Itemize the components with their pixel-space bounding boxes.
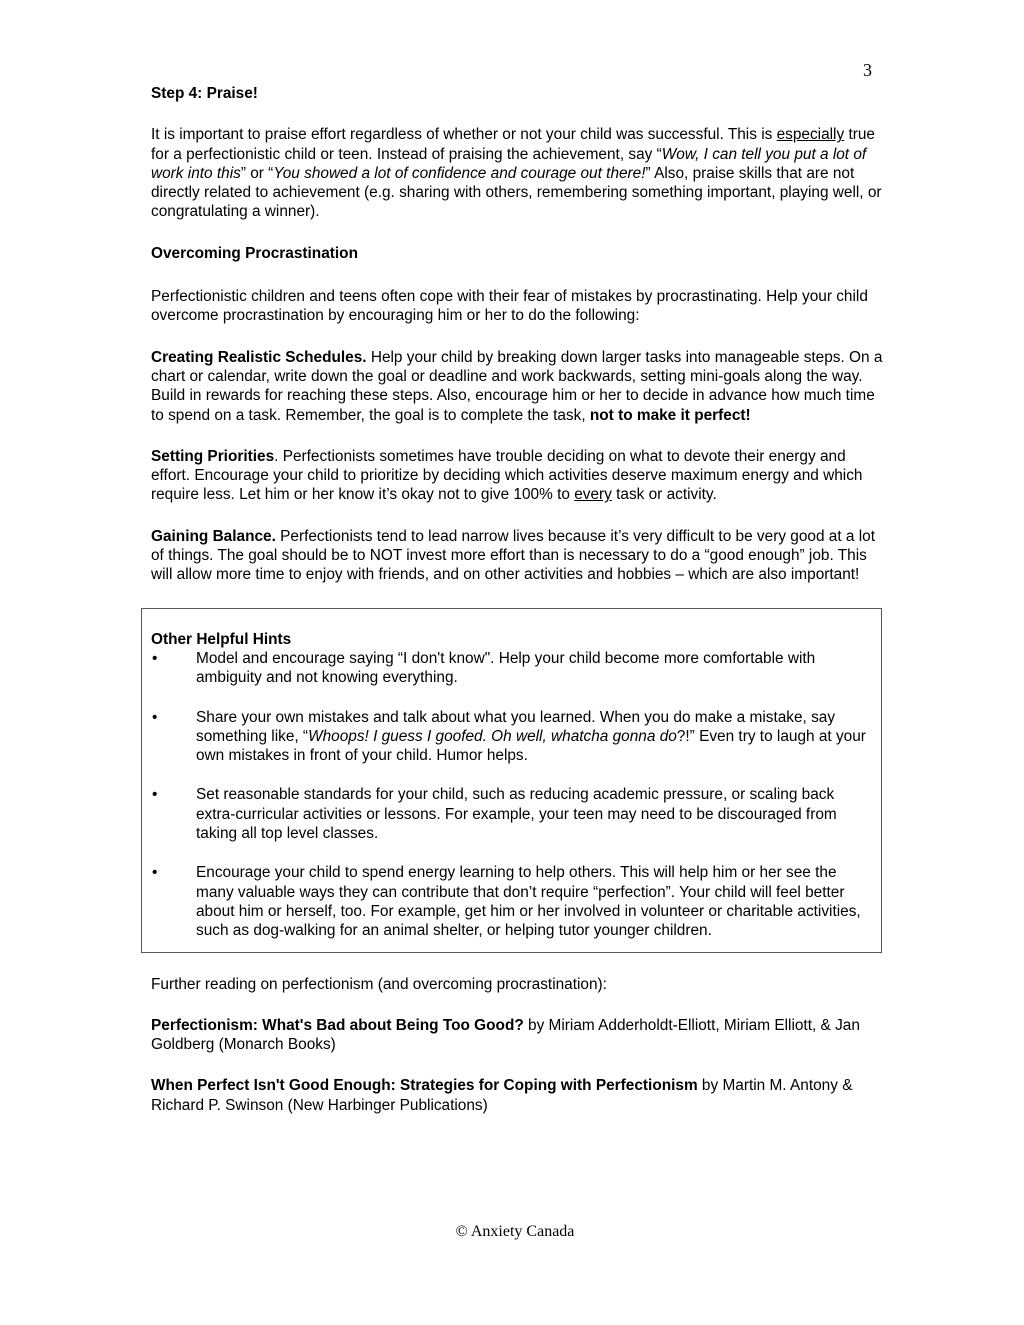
step4-text-a: It is important to praise effort regardless of whether or not your child was successful. This is	[151, 126, 777, 144]
page-number: 3	[863, 60, 872, 80]
bullet-icon: •	[152, 708, 158, 726]
hint-text: Model and encourage saying “I don't know". Help your child become more comfortable with ambiguity and not knowing everything.	[196, 649, 816, 687]
schedules-paragraph	[151, 348, 884, 425]
step4-text-c: true for a perfectionistic child or teen. Instead of praising the achievement, say “	[151, 126, 875, 163]
priorities-emphasis: every	[574, 486, 612, 504]
hint2-text-c: ?!” Even try to laugh at your own mistakes in front of your child. Humor helps.	[196, 727, 866, 765]
hint-item	[151, 649, 871, 688]
book-reference	[151, 1076, 884, 1115]
step4-paragraph	[151, 125, 884, 221]
hints-title: Other Helpful Hints	[151, 630, 292, 648]
book-authors: by Martin M. Antony & Richard P. Swinson (New Harbinger Publications)	[151, 1077, 853, 1114]
schedules-text: Help your child by breaking down larger tasks into manageable steps. On a chart or calendar, write down the goal or deadline and work backwards, setting mini-goals along the way. Build in rewards for reaching these steps. Also, encourage him or her to decide in advance how much time to spend on a task. Remember, the goal is to complete the task,	[151, 348, 883, 424]
hint2-text-a: Share your own mistakes and talk about what you learned. When you do make a mistake, say something like, “	[196, 708, 836, 745]
balance-text: Perfectionists tend to lead narrow lives because it’s very difficult to be very good at a lot of things. The goal should be to NOT invest more effort than is necessary to do a “good enough” job. This will allow more time to enjoy with friends, and on other activities and hobbies – which are also important!	[151, 527, 876, 584]
bullet-icon: •	[152, 786, 158, 804]
hint-item	[151, 863, 871, 940]
step4-text-g: ” Also, praise skills that are not directly related to achievement (e.g. sharing with others, remembering something important, playing well, or congratulating a winner).	[151, 164, 882, 221]
balance-title: Gaining Balance.	[151, 527, 276, 545]
book-reference	[151, 1016, 884, 1055]
balance-paragraph	[151, 527, 884, 585]
priorities-text-b: task or activity.	[611, 486, 717, 504]
hint-text: Set reasonable standards for your child, such as reducing academic pressure, or scaling back extra-curricular activities or lessons. For example, your teen may need to be discouraged from taking all top level classes.	[196, 786, 837, 843]
step4-text-e: ” or “	[240, 164, 274, 182]
hint-item	[151, 708, 871, 766]
procrastination-heading: Overcoming Procrastination	[151, 244, 358, 262]
bullet-icon: •	[152, 649, 158, 667]
bullet-icon: •	[152, 864, 158, 882]
book-title: When Perfect Isn't Good Enough: Strategies for Coping with Perfectionism	[151, 1077, 698, 1095]
hint-text	[196, 708, 871, 766]
book-title: Perfectionism: What's Bad about Being Too Good?	[151, 1016, 524, 1034]
procrastination-intro: Perfectionistic children and teens often cope with their fear of mistakes by procrastinating. Help your child overcome procrastination by encouraging him or her to do the following:	[151, 288, 868, 325]
schedules-emphasis: not to make it perfect!	[589, 406, 751, 424]
book-authors: by Miriam Adderholdt-Elliott, Miriam Elliott, & Jan Goldberg (Monarch Books)	[151, 1016, 860, 1054]
priorities-paragraph	[151, 447, 884, 505]
priorities-title: Setting Priorities	[151, 447, 275, 465]
copyright-footer: © Anxiety Canada	[455, 1223, 575, 1240]
step4-emphasis: especially	[776, 126, 845, 144]
hint-text: Encourage your child to spend energy learning to help others. This will help him or her see the many valuable ways they can contribute that don’t require “perfection”. Your child will feel better about him or herself, too. For example, get him or her involved in volunteer or charitable activities, such as dog-walking for an animal shelter, or helping tutor younger children.	[196, 864, 861, 940]
hint2-quote: Whoops! I guess I goofed. Oh well, whatcha gonna do	[308, 727, 677, 745]
schedules-title: Creating Realistic Schedules.	[151, 348, 367, 366]
step4-heading: Step 4: Praise!	[151, 85, 258, 102]
further-reading-intro: Further reading on perfectionism (and overcoming procrastination):	[151, 975, 607, 993]
helpful-hints-box	[141, 608, 882, 953]
hint-item	[151, 785, 871, 843]
step4-quote-1: Wow, I can tell you put a lot of work into this	[151, 145, 867, 182]
priorities-text-a: . Perfectionists sometimes have trouble deciding on what to devote their energy and effort. Encourage your child to prioritize by deciding which activities deserve maximum energy and which require less. Let him or her know it’s okay not to give 100% to	[151, 447, 863, 504]
document-body	[151, 84, 884, 1115]
step4-quote-2: You showed a lot of confidence and courage out there!	[273, 164, 646, 182]
